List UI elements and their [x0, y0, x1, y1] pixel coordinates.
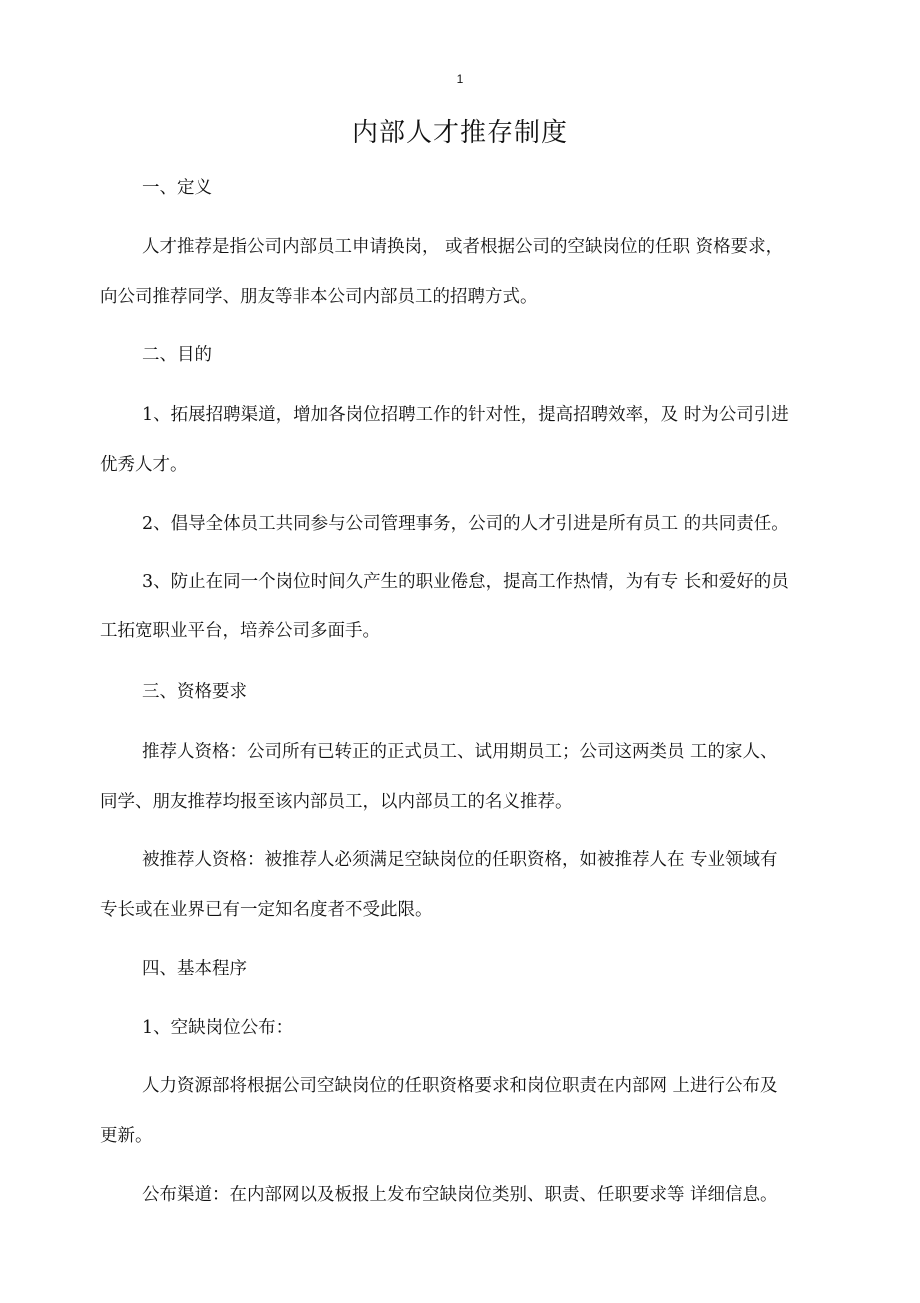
- paragraph-line: 更新。: [100, 1126, 153, 1146]
- paragraph-line: 推荐人资格：公司所有已转正的正式员工、试用期员工；公司这两类员 工的家人、: [142, 742, 778, 762]
- paragraph-line: 同学、朋友推荐均报至该内部员工，以内部员工的名义推荐。: [100, 792, 573, 812]
- paragraph-line: 人力资源部将根据公司空缺岗位的任职资格要求和岗位职责在内部网 上进行公布及: [142, 1076, 778, 1096]
- section-heading-definition: 一、定义: [142, 178, 212, 198]
- section-heading-procedure: 四、基本程序: [142, 959, 247, 979]
- section-heading-purpose: 二、目的: [142, 345, 212, 365]
- document-title: 内部人才推存制度: [351, 118, 568, 148]
- paragraph-line: 工拓宽职业平台，培养公司多面手。: [100, 621, 380, 641]
- paragraph-line: 被推荐人资格：被推荐人必须满足空缺岗位的任职资格，如被推荐人在 专业领域有: [142, 850, 778, 870]
- paragraph-line: 3、防止在同一个岗位时间久产生的职业倦怠，提高工作热情，为有专 长和爱好的员: [142, 572, 789, 592]
- paragraph-line: 公布渠道：在内部网以及板报上发布空缺岗位类别、职责、任职要求等 详细信息。: [142, 1185, 778, 1205]
- paragraph-line: 1、拓展招聘渠道，增加各岗位招聘工作的针对性，提高招聘效率，及 时为公司引进: [142, 405, 789, 425]
- paragraph-line: 专长或在业界已有一定知名度者不受此限。: [100, 900, 433, 920]
- subsection-heading: 1、空缺岗位公布：: [142, 1018, 294, 1038]
- paragraph-line: 优秀人才。: [100, 455, 188, 475]
- section-heading-qualifications: 三、资格要求: [142, 682, 247, 702]
- paragraph-line: 2、倡导全体员工共同参与公司管理事务，公司的人才引进是所有员工 的共同责任。: [142, 514, 789, 534]
- page-number: 1: [456, 72, 464, 86]
- paragraph-line: 向公司推荐同学、朋友等非本公司内部员工的招聘方式。: [100, 287, 538, 307]
- paragraph-line: 人才推荐是指公司内部员工申请换岗， 或者根据公司的空缺岗位的任职 资格要求，: [142, 237, 784, 257]
